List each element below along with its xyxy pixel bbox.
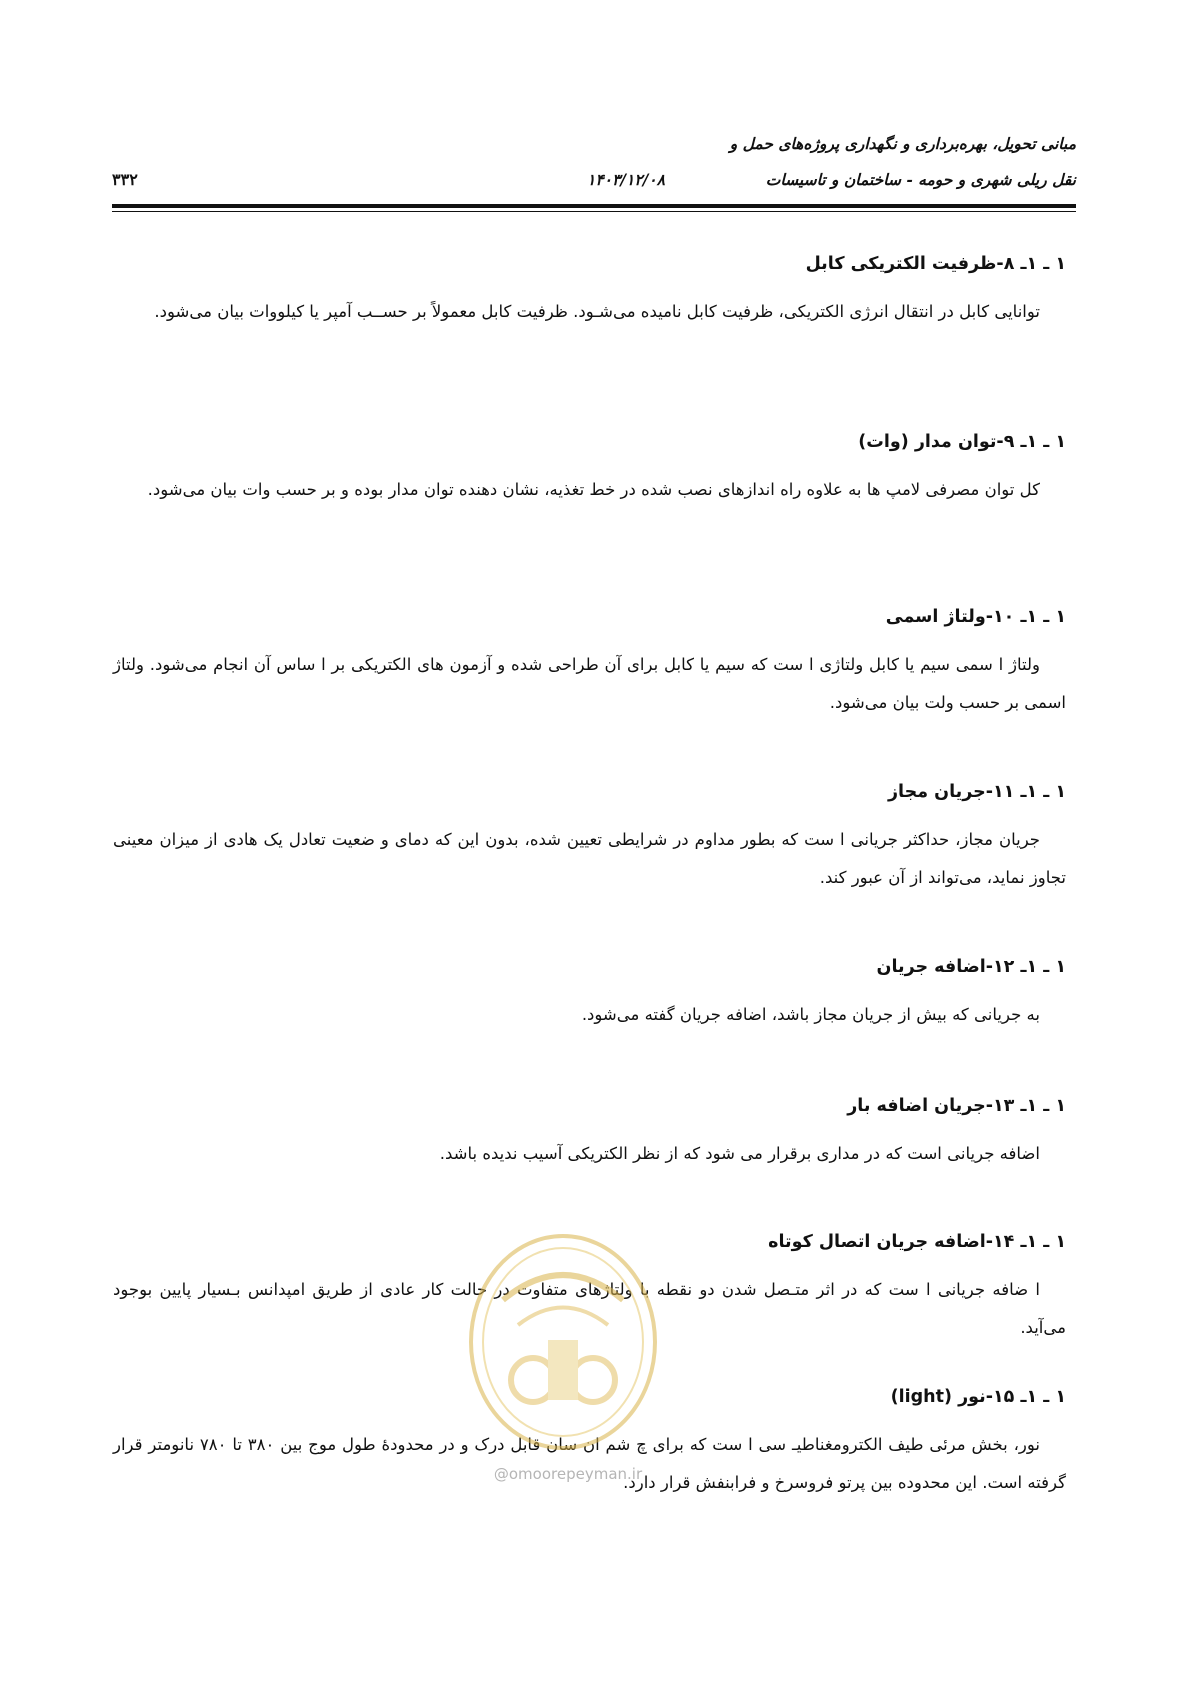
section-paragraph: جریان مجاز، حداکثر جریانی ا ست که بطور مداوم در شرایطی تعیین شده، بدون این که دمای و ضعیت تعادل یک هادی از میزان معینی تجاوز نماید، می‌تواند از آن عبور کند. — [113, 830, 1066, 887]
section-paragraph: به جریانی که بیش از جریان مجاز باشد، اضافه جریان گفته می‌شود. — [581, 1005, 1040, 1024]
section-heading: ۱ ـ ۱ـ ۱۳-جریان اضافه بار — [847, 1096, 1066, 1116]
page-header — [112, 118, 1076, 218]
section-paragraph: اضافه جریانی است که در مداری برقرار می شود که از نظر الکتریکی آسیب ندیده باشد. — [439, 1144, 1040, 1163]
section-heading: ۱ ـ ۱ـ ۱۲-اضافه جریان — [876, 957, 1066, 977]
section-heading: ۱ ـ ۱ـ ۱۴-اضافه جریان اتصال کوتاه — [768, 1232, 1066, 1252]
section-heading: ۱ ـ ۱ـ ۱۱-جریان مجاز — [887, 782, 1066, 802]
section-paragraph: ولتاژ ا سمی سیم یا کابل ولتاژی ا ست که سیم یا کابل برای آن طراحی شده و آزمون های الکتریکی بر ا ساس آن انجام می‌شود. ولتاژ اسمی بر حسب ولت بیان می‌شود. — [113, 655, 1066, 712]
page-number: ۳۳۲ — [112, 170, 138, 189]
section-allowed-current — [113, 778, 1066, 897]
section-cable-capacity — [113, 250, 1066, 331]
section-overcurrent — [113, 953, 1066, 1034]
watermark-url: @omoorepeyman.ir — [493, 1465, 643, 1483]
header-date: ۱۴۰۳/۱۲/۰۸ — [587, 170, 665, 189]
section-nominal-voltage — [113, 603, 1066, 722]
section-heading: ۱ ـ ۱ـ ۸-ظرفیت الکتریکی کابل — [805, 254, 1066, 274]
header-rule-thick — [112, 204, 1076, 208]
section-circuit-power — [113, 428, 1066, 509]
section-paragraph: توانایی کابل در انتقال انرژی الکتریکی، ظرفیت کابل نامیده می‌شـود. ظرفیت کابل معمولاً بر حســب آمپر یا کیلووات بیان می‌شود. — [154, 302, 1040, 321]
header-title-line2: نقل ریلی شهری و حومه - ساختمان و تاسیسات — [765, 170, 1076, 189]
section-paragraph: نور، بخش مرئی طیف الکترومغناطیـ سی ا ست که برای چ شم ان سان قابل درک و در محدودۀ طول موج بین ۳۸۰ تا ۷۸۰ نانومتر قرار گرفته است. این محدوده بین پرتو فروسرخ و فرابنفش قرار دارد. — [113, 1435, 1066, 1492]
section-heading: ۱ ـ ۱ـ ۱۰-ولتاژ اسمی — [885, 607, 1066, 627]
section-heading: ۱ ـ ۱ـ ۹-توان مدار (وات) — [858, 432, 1066, 452]
watermark-logo — [463, 1230, 663, 1460]
section-paragraph: ا ضافه جریانی ا ست که در اثر متـصل شدن دو نقطه با ولتاژهای متفاوت در حالت کار عادی از طریق امپدانس بـسیار پایین بوجود می‌آید. — [113, 1280, 1066, 1337]
section-heading: ۱ ـ ۱ـ ۱۵-نور (light) — [890, 1387, 1066, 1407]
section-paragraph: کل توان مصرفی لامپ ها به علاوه راه اندازهای نصب شده در خط تغذیه، نشان دهنده توان مدار بوده و بر حسب وات بیان می‌شود. — [147, 480, 1040, 499]
header-title-line1: مبانی تحویل، بهره‌برداری و نگهداری پروژه‌های حمل و — [729, 134, 1076, 153]
section-overload-current — [113, 1092, 1066, 1173]
header-rule-thin — [112, 211, 1076, 212]
